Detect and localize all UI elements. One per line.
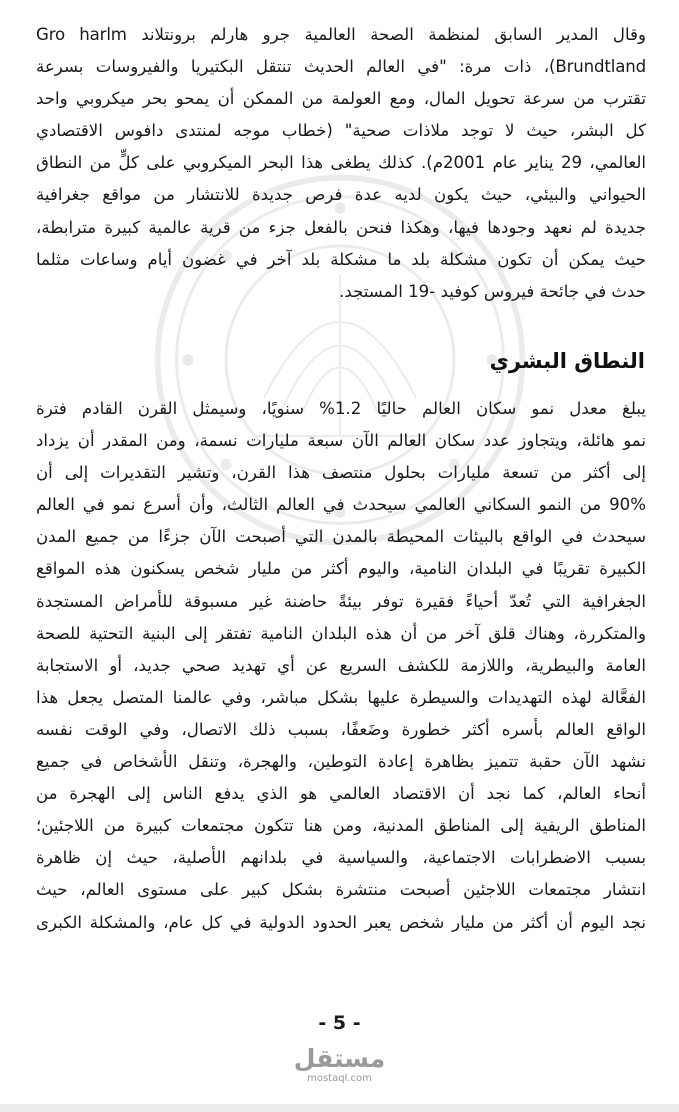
text-line: يبلغ معدل نمو سكان العالم حاليًا 1.2% سنويًا، وسيمثل القرن القادم فترة — [36, 399, 646, 418]
text-line: تقترب من سرعة تحويل المال، ومع العولمة من الممكن أن يمحو بحر ميكروبي واحد — [36, 89, 646, 109]
section-heading: النطاق البشري — [489, 349, 645, 373]
text-line: الحيواني والبيئي، حيث يكون لديه عدة فرص جديدة للانتشار من مواقع جغرافية — [36, 185, 646, 205]
text-line: Brundtland)، ذات مرة: "في العالم الحديث تنتقل البكتيريا والفيروسات بسرعة — [36, 57, 646, 77]
bottom-divider — [0, 1104, 679, 1112]
text-line: نمو هائلة، ويتجاوز عدد سكان العالم الآن سبعة مليارات نسمة، ومن المقدر أن يزداد — [36, 431, 646, 451]
page-number: - 5 - — [318, 1012, 361, 1034]
text-line: وقال المدير السابق لمنظمة الصحة العالمية جرو هارلم برونتلاند Gro harlm — [36, 25, 646, 44]
text-line: انتشار مجتمعات اللاجئين أصبحت منتشرة بشكل كبير على مستوى العالم، حيث — [36, 880, 646, 900]
text-line: الواقع العالم بأسره أكثر خطورة وضَعفًا، بسبب ذلك الاتصال، وفي الوقت نفسه — [36, 719, 646, 739]
paragraph-human-scope — [36, 393, 646, 939]
text-line: بسبب الاضطرابات الاجتماعية، والسياسية في بلدانهم الأصلية، حيث إن ظاهرة — [36, 848, 646, 868]
text-line: العالمي، 29 يناير عام 2001م). كذلك يطغى هذا البحر الميكروبي على كلٍّ من النطاق — [36, 153, 646, 173]
text-line: أنحاء العالم، كما نجد أن الاقتصاد العالمي هو الذي يدفع الناس إلى الهجرة من — [36, 784, 646, 804]
text-line: كل البشر، حيث لا توجد ملاذات صحية" (خطاب موجه لمنتدى دافوس الاقتصادي — [36, 121, 646, 141]
text-line: حدث في جائحة فيروس كوفيد -19 المستجد. — [339, 281, 646, 301]
mostaql-logo — [292, 1045, 387, 1085]
text-line: حيث يمكن أن تكون مشكلة بلد ما مشكلة بلد آخر في غضون أيام وساعات مثلما — [36, 249, 646, 269]
text-line: والمتكررة، وهناك قلق آخر من أن هذه البلدان النامية تفتقر إلى البنية التحتية للصحة — [36, 623, 646, 643]
text-line: الكبيرة تقريبًا في البلدان النامية، واليوم أكثر من مليار شخص يسكنون هذه المواقع — [36, 559, 646, 579]
text-line: العامة والبيطرية، واللازمة للكشف السريع عن أي تهديد صحي جديد، أو الاستجابة — [36, 655, 646, 675]
text-line: جديدة لم نعهد وجودها فيها، وهكذا فنحن بالفعل جزء من قرية عالمية كبيرة مترابطة، — [36, 217, 646, 237]
text-line: سيحدث في الواقع بالبيئات المحيطة بالمدن التي أصبحت الآن جزءًا من جميع المدن — [36, 527, 646, 547]
text-line: 90% من النمو السكاني العالمي سيحدث في العالم الثالث، وأن أسرع نمو في العالم — [36, 495, 646, 515]
text-line: نجد اليوم أن أكثر من مليار شخص يعبر الحدود الدولية في كل عام، والمشكلة الكبرى — [36, 912, 646, 932]
paragraph-intro — [36, 19, 646, 308]
logo-arabic-text: مستقل — [293, 1044, 386, 1073]
logo-latin-text: mostaql.com — [307, 1073, 372, 1084]
text-line: المناطق الريفية إلى المناطق المدنية، ومن هنا تتكون مجتمعات كبيرة من اللاجئين؛ — [36, 816, 646, 836]
text-line: إلى أكثر من تسعة مليارات بحلول منتصف هذا القرن، وتشير التقديرات إلى أن — [36, 463, 646, 483]
text-line: نشهد الآن حقبة تتميز بظاهرة إعادة التوطين، والهجرة، وتنقل الأشخاص في جميع — [36, 752, 646, 772]
text-line: الفعَّالة لهذه التهديدات والسيطرة عليها بشكل مباشر، وفي عالمنا المتصل يجعل هذا — [36, 687, 646, 707]
text-line: الجغرافية التي تُعدّ أحياءً فقيرة توفر بيئةً حاضنة غير مسبوقة للأمراض المستجدة — [36, 591, 646, 611]
